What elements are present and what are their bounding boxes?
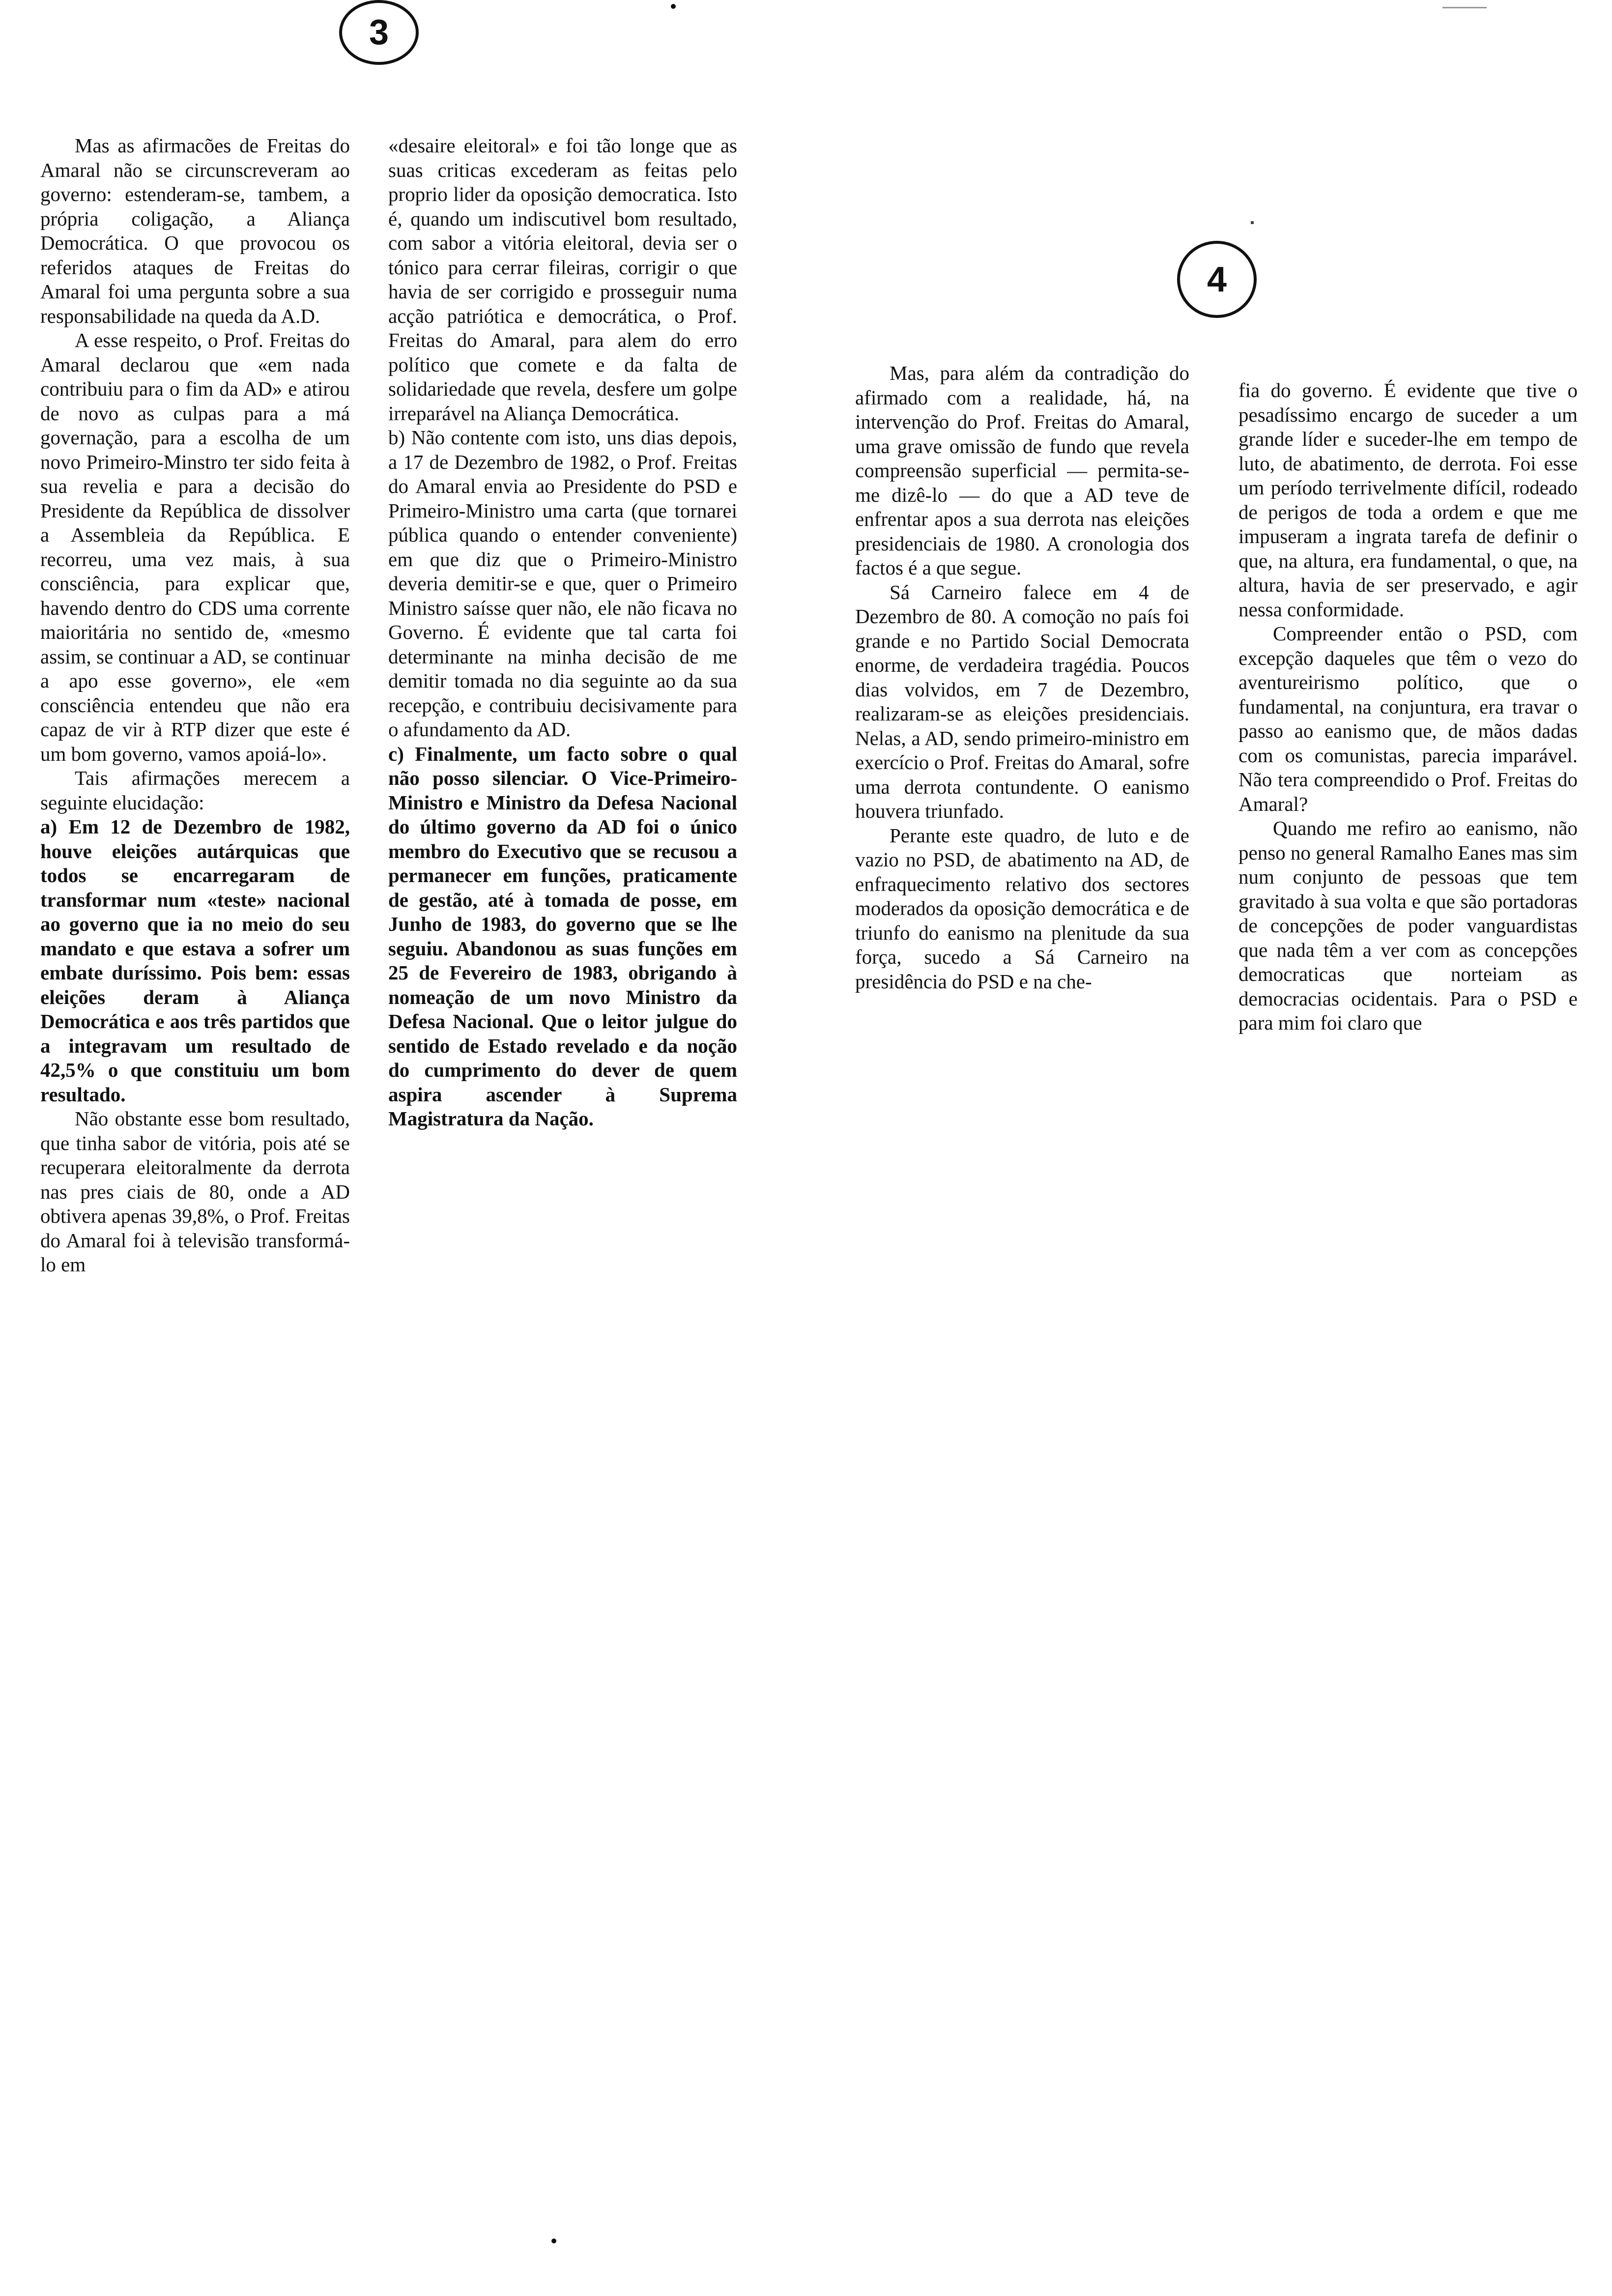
text-column-2 — [388, 134, 737, 1131]
print-speck — [551, 2239, 556, 2243]
paragraph: Perante este quadro, de luto e de vazio no PSD, de abatimento na AD, de enfraquecimento relativo dos sectores moderados da oposição democrática e de triunfo do eanismo na plenitude da sua força, sucedo a Sá Carneiro na presidência do PSD e na che- — [855, 824, 1189, 993]
text-column-3 — [855, 361, 1189, 994]
paragraph: Mas as afirmacões de Freitas do Amaral não se circunscreveram ao governo: estenderam-se, tambem, a própria coligação, a Aliança Democrática. O que provocou os referidos ataques de Freitas do Amaral foi uma pergunta sobre a sua responsabilidade na queda da A.D. — [40, 134, 350, 327]
paragraph: Não obstante esse bom resultado, que tinha sabor de vitória, pois até se recuperara eleitoralmente da derrota nas pres ciais de 80, onde a AD obtivera apenas 39,8%, o Prof. Freitas do Amaral foi à televisão transformá-lo em — [40, 1107, 350, 1276]
page-number-4: 4 — [1177, 241, 1257, 318]
paragraph: Sá Carneiro falece em 4 de Dezembro de 80. A comoção no país foi grande e no Partido Social Democrata enorme, de verdadeira tragédia. Poucos dias volvidos, em 7 de Dezembro, realizaram-se as eleições presidenciais. Nelas, a AD, sendo primeiro-ministro em exercício o Prof. Freitas do Amaral, sofre uma derrota contundente. O eanismo houvera triunfado. — [855, 580, 1189, 822]
paragraph: A esse respeito, o Prof. Freitas do Amaral declarou que «em nada contribuiu para o fim da AD» e atirou de novo as culpas para a má governação, para a escolha de um novo Primeiro-Minstro ter sido feita à sua revelia e para a decisão do Presidente da República de dissolver a Assembleia da República. E recorreu, uma vez mais, à sua consciência, para explicar que, havendo dentro do CDS uma corrente maioritária no sentido de, «mesmo assim, se continuar a AD, se continuar a apo esse governo», ele «em consciência entendeu que não era capaz de vir à RTP dizer que este é um bom governo, vamos apoiá-lo». — [40, 329, 350, 765]
paragraph: «desaire eleitoral» e foi tão longe que as suas criticas excederam as feitas pelo proprio lider da oposição democratica. Isto é, quando um indiscutivel bom resultado, com sabor a vitória eleitoral, devia ser o tónico para cerrar fileiras, corrigir o que havia de ser corrigido e prosseguir numa acção patriótica e democrática, o Prof. Freitas do Amaral, para alem do erro político que comete e da falta de solidariedade que revela, desfere um golpe irreparável na Aliança Democrática. — [388, 134, 737, 425]
text-column-1 — [40, 134, 350, 1277]
top-rule-mark — [1442, 7, 1487, 8]
print-speck — [1251, 221, 1254, 224]
paragraph: c) Finalmente, um facto sobre o qual não posso silenciar. O Vice-Primeiro-Ministro e Ministro da Defesa Nacional do último governo da AD foi o único membro do Executivo que se recusou a permanecer em funções, praticamente de gestão, até à tomada de posse, em Junho de 1983, do governo que se lhe seguiu. Abandonou as suas funções em 25 de Fevereiro de 1983, obrigando à nomeação de um novo Ministro da Defesa Nacional. Que o leitor julgue do sentido de Estado revelado e da noção do cumprimento do dever de quem aspira ascender à Suprema Magistratura da Nação. — [388, 742, 737, 1130]
paragraph: Tais afirmações merecem a seguinte elucidação: — [40, 767, 350, 814]
paragraph: Mas, para além da contradição do afirmado com a realidade, há, na intervenção do Prof. Freitas do Amaral, uma grave omissão de fundo que revela compreensão superficial — permita-se-me dizê-lo — do que a AD teve de enfrentar apos a sua derrota nas eleições presidenciais de 1980. A cronologia dos factos é a que segue. — [855, 362, 1189, 579]
paragraph: Quando me refiro ao eanismo, não penso no general Ramalho Eanes mas sim num conjunto de pessoas que tem gravitado à sua volta e que são portadoras de concepções de poder vanguardistas que nada têm a ver com as concepções democraticas que norteiam as democracias ocidentais. Para o PSD e para mim foi claro que — [1238, 817, 1578, 1034]
paragraph: fia do governo. É evidente que tive o pesadíssimo encargo de suceder a um grande líder e suceder-lhe em tempo de luto, de abatimento, de derrota. Foi esse um período terrivelmente difícil, rodeado de perigos de toda a ordem e que me impuseram a ingrata tarefa de definir o que, na altura, era fundamental, o que, na altura, havia de ser preservado, e agir nessa conformidade. — [1238, 379, 1578, 621]
print-speck — [671, 4, 676, 9]
paragraph: a) Em 12 de Dezembro de 1982, houve eleições autárquicas que todos se encarregaram de transformar num «teste» nacional ao governo que ia no meio do seu mandato e que estava a sofrer um embate duríssimo. Pois bem: essas eleições deram à Aliança Democrática e aos três partidos que a integravam um resultado de 42,5% o que constituiu um bom resultado. — [40, 815, 350, 1106]
text-column-4 — [1238, 378, 1578, 1035]
paragraph: b) Não contente com isto, uns dias depois, a 17 de Dezembro de 1982, o Prof. Freitas do Amaral envia ao Presidente do PSD e Primeiro-Ministro uma carta (que tornarei pública quando o entender conveniente) em que diz que o Primeiro-Ministro deveria demitir-se e que, quer o Primeiro Ministro saísse quer não, ele não ficava no Governo. É evidente que tal carta foi determinante na minha decisão de me demitir tomada no dia seguinte ao da sua recepção, e contribuiu decisivamente para o afundamento da AD. — [388, 426, 737, 741]
paragraph: Compreender então o PSD, com excepção daqueles que têm o vezo do aventureirismo político, que o fundamental, na conjuntura, era travar o passo ao eanismo que, de mãos dadas com os comunistas, parecia imparável. Não tera compreendido o Prof. Freitas do Amaral? — [1238, 622, 1578, 815]
page-number-3: 3 — [339, 0, 419, 65]
